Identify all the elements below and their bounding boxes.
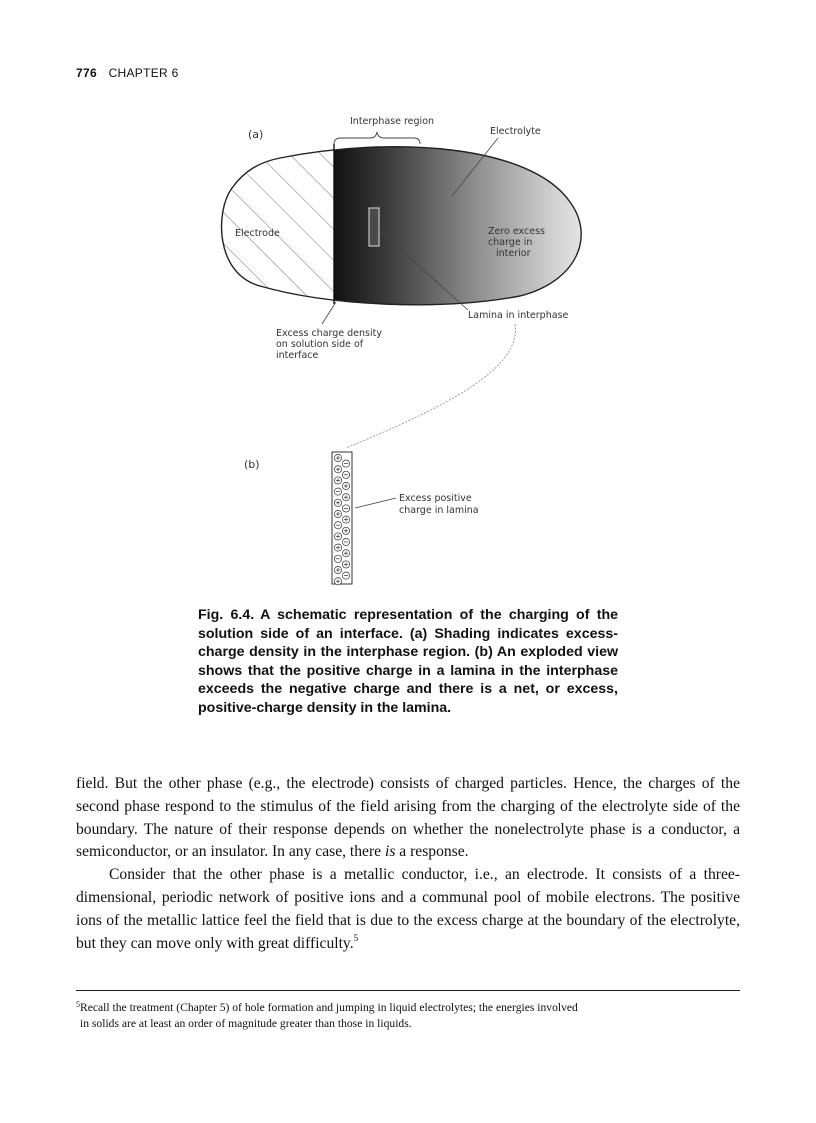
label-zero-excess-2: charge in bbox=[488, 237, 533, 248]
paragraph-2-text: Consider that the other phase is a metallic conductor, i.e., an electrode. It consists of a three-dimensional, periodic network of positive ions and a communal pool of mobile electrons. The positive ions of the metallic lattice feel the field that is due to the excess charge at the boundary of the electrolyte, but they can move only with great difficulty. bbox=[76, 866, 740, 952]
label-excess-density-1: Excess charge density bbox=[276, 328, 382, 339]
paragraph-1-end: a response. bbox=[395, 843, 469, 861]
footnote-reference[interactable]: 5 bbox=[353, 932, 359, 943]
label-excess-density-2: on solution side of bbox=[276, 339, 364, 350]
paragraph-1-text: field. But the other phase (e.g., the electrode) consists of charged particles. Hence, the charges of the second phase respond to the stimulus of the field arising from the charging of the electrolyte side of the boundary. The nature of their response depends on whether the nonelectrolyte phase is a conductor, a semiconductor, or an insulator. In any case, there bbox=[76, 775, 740, 861]
body-text bbox=[76, 773, 740, 955]
footnote-text-1: Recall the treatment (Chapter 5) of hole formation and jumping in liquid electrolytes; the energies involved bbox=[80, 1001, 578, 1014]
lamina-exploded bbox=[332, 452, 352, 585]
label-excess-positive-2: charge in lamina bbox=[399, 505, 479, 516]
exploded-view-connector bbox=[346, 324, 515, 448]
label-lamina: Lamina in interphase bbox=[468, 310, 569, 321]
footnote bbox=[76, 1000, 740, 1032]
footnote-marker: 5 bbox=[76, 1000, 80, 1009]
label-electrode: Electrode bbox=[235, 228, 280, 239]
paragraph-2 bbox=[76, 864, 740, 955]
interface-shape-a bbox=[210, 106, 594, 326]
figure-6-4 bbox=[210, 106, 630, 596]
panel-label-a: (a) bbox=[248, 128, 264, 141]
label-excess-density-3: interface bbox=[276, 350, 319, 361]
label-zero-excess-3: interior bbox=[496, 248, 531, 259]
electrode-hatching bbox=[210, 106, 334, 326]
paragraph-1 bbox=[76, 773, 740, 864]
lamina-a bbox=[369, 208, 379, 246]
running-header bbox=[76, 66, 179, 80]
footnote-rule bbox=[76, 990, 740, 991]
caption-label: Fig. 6.4. bbox=[198, 607, 255, 623]
caption-text: A schematic representation of the charging of the solution side of an interface. (a) Shading indicates excess-charge density in the interphase region. (b) An exploded view shows that the positive charge in a lamina in the interphase exceeds the negative charge and there is a net, or excess, positive-charge density in the lamina. bbox=[198, 607, 618, 716]
chapter-title: CHAPTER 6 bbox=[108, 66, 179, 80]
excess-positive-pointer bbox=[355, 498, 396, 508]
label-zero-excess-1: Zero excess bbox=[488, 226, 545, 237]
label-interphase-region: Interphase region bbox=[350, 116, 435, 127]
page-number: 776 bbox=[76, 66, 97, 80]
paragraph-1-emphasis: is bbox=[384, 843, 396, 861]
figure-caption bbox=[198, 606, 618, 718]
panel-label-b: (b) bbox=[244, 458, 260, 471]
footnote-line-1 bbox=[76, 1000, 740, 1016]
interphase-brace bbox=[334, 132, 420, 144]
footnote-line-2: in solids are at least an order of magnitude greater than those in liquids. bbox=[80, 1017, 412, 1030]
excess-density-pointer bbox=[322, 302, 336, 324]
label-electrolyte: Electrolyte bbox=[490, 126, 541, 137]
label-excess-positive-1: Excess positive bbox=[399, 493, 472, 504]
figure-diagram bbox=[210, 106, 630, 596]
